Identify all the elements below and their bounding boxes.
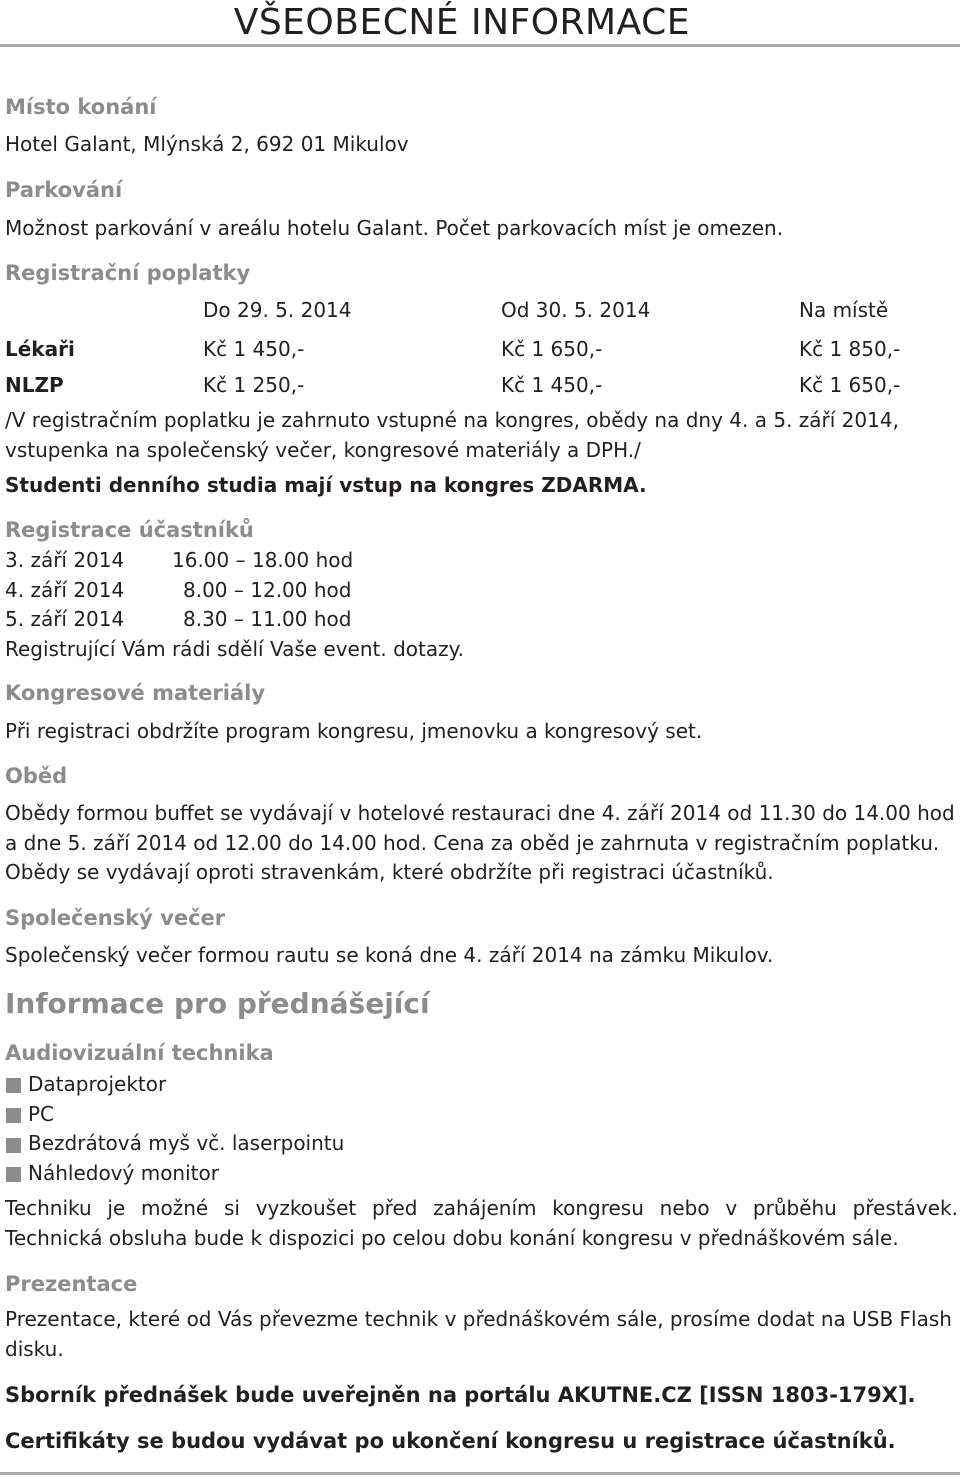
- bottom-divider: [0, 1472, 960, 1475]
- fees-column-header: Do 29. 5. 2014: [203, 298, 352, 322]
- fees-heading: Registrační poplatky: [5, 261, 251, 285]
- page-title: VŠEOBECNÉ INFORMACE: [233, 2, 690, 43]
- fees-row-label: NLZP: [5, 373, 64, 397]
- registration-note: Registrující Vám rádi sdělí Vaše event. dotazy.: [5, 637, 464, 661]
- fees-column-header: Na místě: [799, 298, 889, 322]
- parking-text: Možnost parkování v areálu hotelu Galant. Počet parkovacích míst je omezen.: [5, 216, 784, 240]
- registration-time: 8.30 – 11.00 hod: [183, 607, 352, 631]
- fees-cell: Kč 1 650,-: [501, 337, 603, 361]
- av-list-item: PC: [28, 1102, 55, 1126]
- certificates-note: Certifikáty se budou vydávat po ukončení kongresu u registrace účastníků.: [5, 1429, 896, 1453]
- materials-heading: Kongresové materiály: [5, 681, 266, 705]
- parking-heading: Parkování: [5, 178, 123, 202]
- square-bullet-icon: [6, 1167, 21, 1182]
- registration-date: 4. září 2014: [5, 578, 125, 602]
- lunch-text-line1: Obědy formou buffet se vydávají v hotelové restauraci dne 4. září 2014 od 11.30 do 14.00 hod: [5, 801, 955, 825]
- social-text: Společenský večer formou rautu se koná dne 4. září 2014 na zámku Mikulov.: [5, 943, 774, 967]
- students-note: Studenti denního studia mají vstup na kongres ZDARMA.: [5, 473, 647, 497]
- av-list-item: Náhledový monitor: [28, 1161, 219, 1185]
- square-bullet-icon: [6, 1108, 21, 1123]
- registration-heading: Registrace účastníků: [5, 518, 254, 542]
- fees-cell: Kč 1 850,-: [799, 337, 901, 361]
- lunch-text-line3: Obědy se vydávají oproti stravenkám, které obdržíte při registraci účastníků.: [5, 860, 774, 884]
- fees-cell: Kč 1 650,-: [799, 373, 901, 397]
- fees-note-line2: vstupenka na společenský večer, kongresové materiály a DPH./: [5, 438, 641, 462]
- speakers-heading: Informace pro přednášející: [5, 987, 430, 1020]
- fees-cell: Kč 1 250,-: [203, 373, 305, 397]
- fees-column-header: Od 30. 5. 2014: [501, 298, 651, 322]
- materials-text: Při registraci obdržíte program kongresu, jmenovku a kongresový set.: [5, 719, 703, 743]
- presentation-heading: Prezentace: [5, 1272, 138, 1296]
- lunch-text-line2: a dne 5. září 2014 od 12.00 do 14.00 hod. Cena za oběd je zahrnuta v registračním poplatku.: [5, 831, 940, 855]
- presentation-text: Prezentace, které od Vás převezme technik v přednáškovém sále, prosíme dodat na USB Flash disku.: [5, 1307, 952, 1361]
- proceedings-note: Sborník přednášek bude uveřejněn na portálu AKUTNE.CZ [ISSN 1803-179X].: [5, 1383, 916, 1407]
- venue-heading: Místo konání: [5, 95, 157, 119]
- av-list-item: Bezdrátová myš vč. laserpointu: [28, 1131, 345, 1155]
- square-bullet-icon: [6, 1078, 21, 1093]
- lunch-heading: Oběd: [5, 764, 68, 788]
- square-bullet-icon: [6, 1138, 21, 1153]
- av-list-item: Dataprojektor: [28, 1072, 167, 1096]
- social-heading: Společenský večer: [5, 906, 226, 930]
- venue-text: Hotel Galant, Mlýnská 2, 692 01 Mikulov: [5, 132, 409, 156]
- av-heading: Audiovizuální technika: [5, 1041, 274, 1065]
- fees-row-label: Lékaři: [5, 337, 75, 361]
- fees-cell: Kč 1 450,-: [203, 337, 305, 361]
- registration-date: 5. září 2014: [5, 607, 125, 631]
- av-note: Techniku je možné si vyzkoušet před zahájením kongresu nebo v průběhu přestávek. Technická obsluha bude k dispozici po celou dobu konání kongresu v přednáškovém sále.: [5, 1196, 958, 1250]
- top-divider: [0, 44, 960, 47]
- registration-date: 3. září 2014: [5, 548, 125, 572]
- registration-time: 16.00 – 18.00 hod: [172, 548, 354, 572]
- registration-time: 8.00 – 12.00 hod: [183, 578, 352, 602]
- fees-cell: Kč 1 450,-: [501, 373, 603, 397]
- fees-note-line1: /V registračním poplatku je zahrnuto vstupné na kongres, obědy na dny 4. a 5. září 2014,: [5, 408, 899, 432]
